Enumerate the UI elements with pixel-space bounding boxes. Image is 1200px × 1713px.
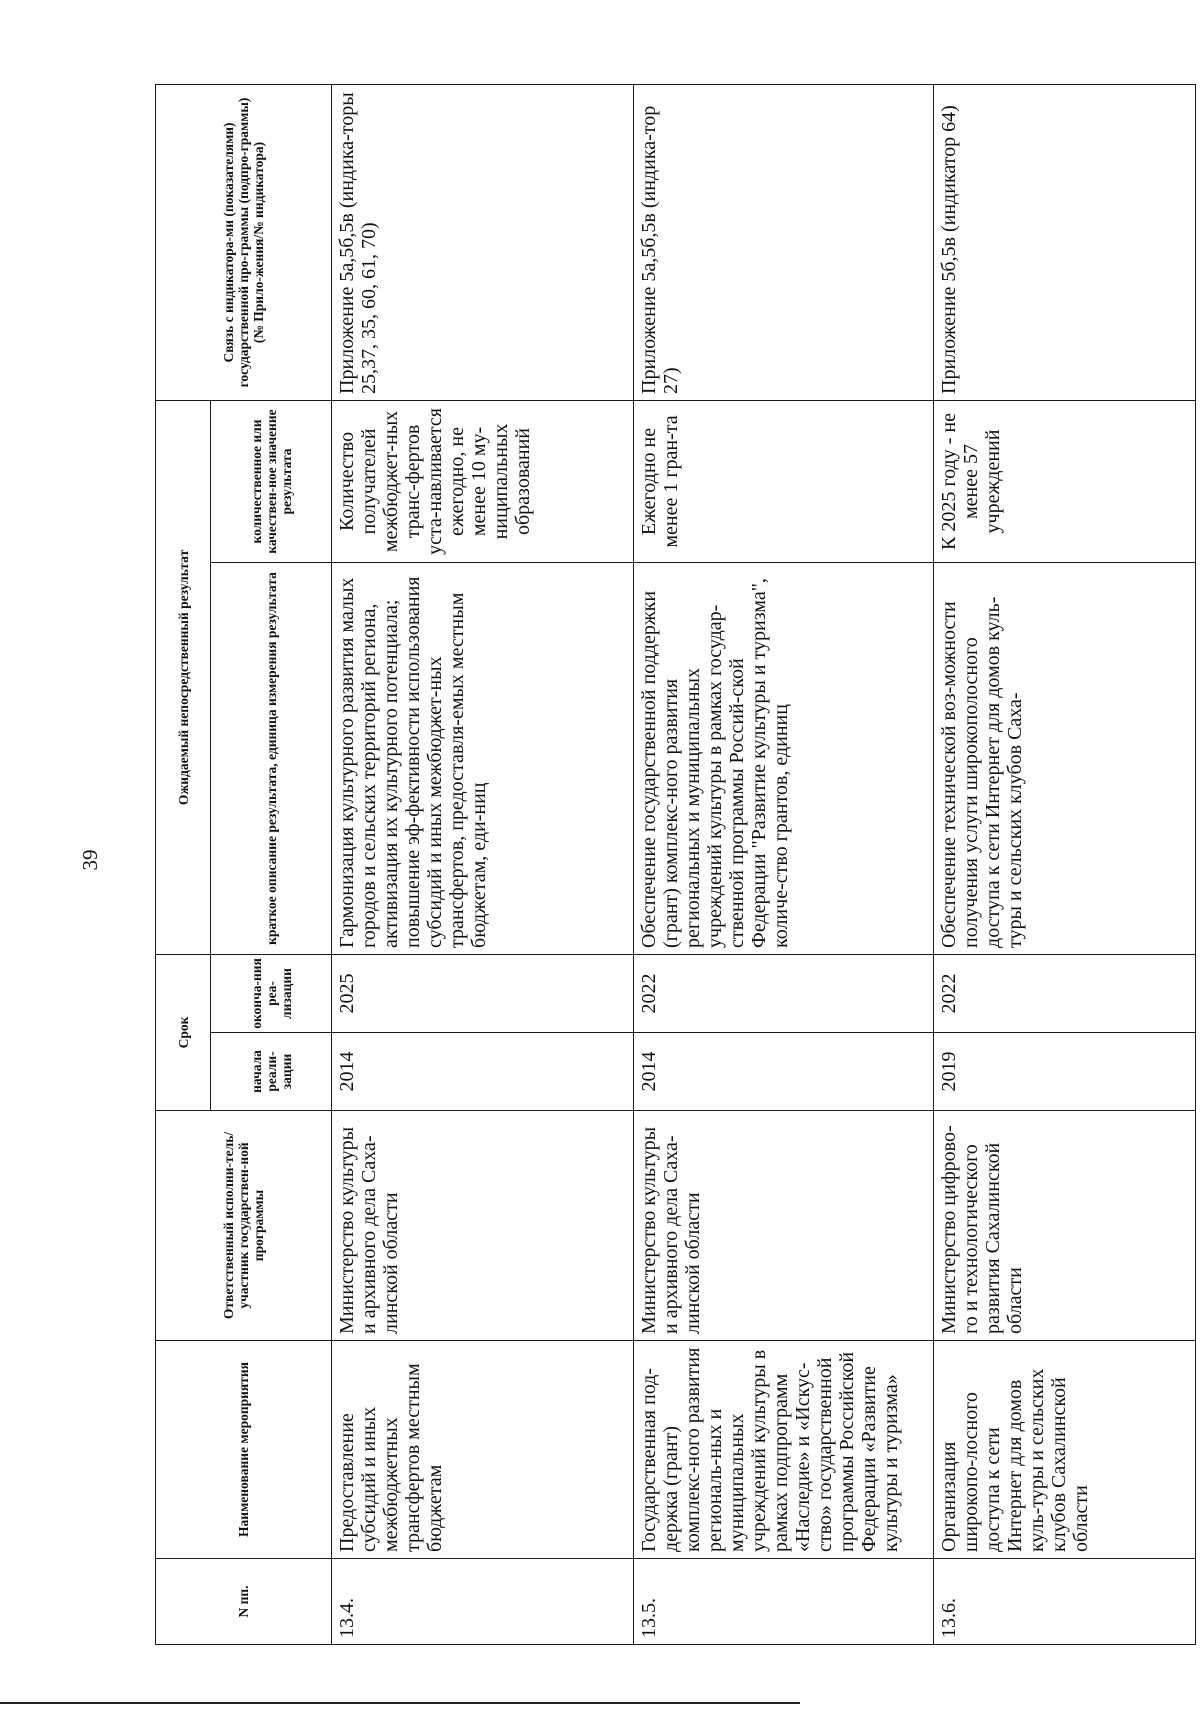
row-start: 2014 <box>332 1033 634 1111</box>
table-row <box>934 84 1196 1644</box>
row-name: Предоставление субсидий и иных межбюджетных трансфертов местным бюджетам <box>332 1341 634 1559</box>
page-number: 39 <box>78 849 102 871</box>
row-executor: Министерство культуры и архивного дела Саха-линской области <box>634 1111 934 1341</box>
table-row <box>332 84 634 1644</box>
row-link: Приложение 5б,5в (индикатор 64) <box>934 84 1196 400</box>
header-term-start: начала реали-зации <box>211 1033 332 1111</box>
row-result-desc: Обеспечение государственной поддержки (грант) комплекс-ного развития региональных и муниципальных учреждений культуры в рамках государ-ственной программы Россий-ской Федерации "Развитие культуры и туризма", количе-ство грантов, единиц <box>634 562 934 954</box>
row-result-desc: Обеспечение технической воз-можности получения услуги широкополосного доступа к сети Интернет для домов куль-туры и сельских клубов Саха- <box>934 562 1196 954</box>
header-link: Связь с индикатора-ми (показателями) государственной про-граммы (подпро-граммы) (№ Прило-жения/№ индикатора) <box>156 84 332 400</box>
row-num: 13.6. <box>934 1559 1196 1645</box>
row-name: Организация широкопо-лосного доступа к сети Интернет для домов куль-туры и сельских клубов Сахалинской области <box>934 1341 1196 1559</box>
row-end: 2022 <box>634 954 934 1032</box>
row-result-value: К 2025 году - не менее 57 учреждений <box>934 400 1196 562</box>
row-link: Приложение 5а,5б,5в (индика-тор 27) <box>634 84 934 400</box>
table-row <box>634 84 934 1644</box>
header-name: Наименование мероприятия <box>156 1341 332 1559</box>
row-name: Государственная под-держка (грант) комплекс-ного развития региональ-ных и муниципальных учреждений культуры в рамках подпрограмм «Наследие» и «Искус-ство» государственной программы Российской Федерации «Развитие культуры и туризма» <box>634 1341 934 1559</box>
header-result-desc: краткое описание результата, единица измерения результата <box>211 562 332 954</box>
row-result-value: Ежегодно не менее 1 гран-та <box>634 400 934 562</box>
header-term-end: оконча-ния реа-лизации <box>211 954 332 1032</box>
row-end: 2022 <box>934 954 1196 1032</box>
row-start: 2014 <box>634 1033 934 1111</box>
measures-table <box>155 84 1196 1645</box>
row-end: 2025 <box>332 954 634 1032</box>
row-result-value: Количество получателей межбюджет-ных транс-фертов уста-навливается ежегодно, не менее 10 му-ниципальных образований <box>332 400 634 562</box>
header-num: N пп. <box>156 1559 332 1645</box>
header-result: Ожидаемый непосредственный результат <box>156 400 211 954</box>
rotated-table-container <box>155 85 1195 1645</box>
header-executor: Ответственный исполни-тель/участник государствен-ной программы <box>156 1111 332 1341</box>
row-num: 13.5. <box>634 1559 934 1645</box>
row-executor: Министерство культуры и архивного дела Саха-линской области <box>332 1111 634 1341</box>
row-link: Приложение 5а,5б,5в (индика-торы 25,37, 35, 60, 61, 70) <box>332 84 634 400</box>
row-result-desc: Гармонизация культурного развития малых городов и сельских территорий региона, активизация их культурного потенциала; повышение эф-фективности использования субсидий и иных межбюджет-ных трансфертов, предоставля-емых местным бюджетам, еди-ниц <box>332 562 634 954</box>
scan-edge-line <box>0 1702 800 1704</box>
row-num: 13.4. <box>332 1559 634 1645</box>
header-term: Срок <box>156 954 211 1110</box>
row-start: 2019 <box>934 1033 1196 1111</box>
header-row-1 <box>156 84 211 1644</box>
header-result-value: количественное или качествен-ное значение результата <box>211 400 332 562</box>
row-executor: Министерство цифрово-го и технологического развития Сахалинской области <box>934 1111 1196 1341</box>
